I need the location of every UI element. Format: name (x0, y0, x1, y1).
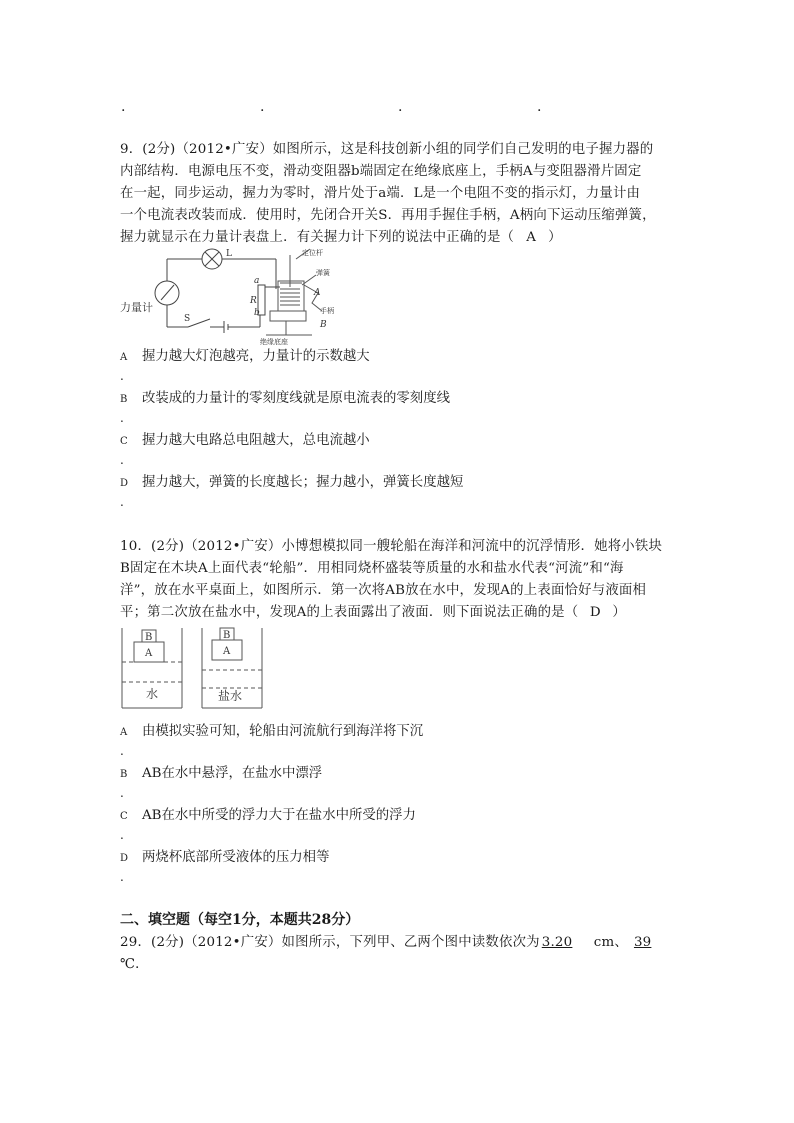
option-text: 握力越大，弹簧的长度越长；握力越小，弹簧长度越短 (142, 475, 464, 490)
q10-option-d[interactable] (120, 849, 329, 868)
answer-mark: A (526, 230, 537, 245)
stem-line: 9．(2分)（2012•广安）如图所示，这是科技创新小组的同学们自己发明的电子握力器的 (120, 142, 654, 157)
stem-line: 内部结构．电源电压不变，滑动变阻器b端固定在绝缘底座上，手柄A与变阻器滑片固定 (120, 164, 642, 179)
option-letter: D (120, 478, 129, 489)
top-dot: . (121, 99, 126, 115)
label-A: A (314, 288, 321, 298)
right-block-B-label: B (223, 630, 231, 641)
left-block-A-label: A (145, 648, 153, 659)
label-b: b (254, 308, 260, 318)
option-letter: C (120, 811, 128, 822)
option-letter: B (120, 394, 128, 405)
option-dot: . (120, 828, 124, 842)
right-liquid-label: 盐水 (218, 689, 243, 703)
stem-text: ） (548, 230, 562, 245)
option-dot: . (120, 411, 124, 425)
beakers-figure (120, 624, 270, 710)
option-dot: . (120, 495, 124, 509)
top-dot: . (398, 99, 403, 115)
question-29-stem (120, 932, 680, 976)
left-liquid-label: 水 (146, 687, 159, 701)
option-letter: A (120, 727, 128, 738)
bulb-L-icon (202, 249, 222, 269)
stem-text: 平；第二次放在盐水中，发现A的上表面露出了液面．则下面说法正确的是（ (120, 605, 579, 620)
option-text: 两烧杯底部所受液体的压力相等 (142, 850, 330, 865)
question-9-stem (120, 139, 680, 249)
q10-option-a[interactable] (120, 723, 423, 742)
option-dot: . (120, 453, 124, 467)
label-B: B (320, 320, 327, 330)
option-dot: . (120, 744, 124, 758)
label-R: R (250, 296, 257, 306)
top-dot: . (537, 99, 542, 115)
option-letter: A (120, 352, 128, 363)
label-handle: 手柄 (320, 307, 334, 315)
q9-option-d[interactable] (120, 474, 463, 493)
top-dot: . (260, 99, 265, 115)
label-a: a (254, 276, 260, 286)
option-dot: . (120, 369, 124, 383)
option-text: 改装成的力量计的零刻度线就是原电流表的零刻度线 (142, 391, 450, 406)
option-text: AB在水中所受的浮力大于在盐水中所受的浮力 (142, 808, 416, 823)
label-spring: 弹簧 (316, 269, 330, 277)
label-L: L (226, 249, 232, 259)
option-letter: D (120, 853, 129, 864)
q10-option-b[interactable] (120, 765, 322, 784)
answer-blank-1: 3.20 (541, 935, 573, 950)
force-meter-icon (155, 281, 179, 305)
stem-text: 29．(2分)（2012•广安）如图所示，下列甲、乙两个图中读数依次为 (120, 935, 540, 950)
q9-option-b[interactable] (120, 390, 450, 409)
option-text: 握力越大电路总电阻越大，总电流越小 (142, 433, 370, 448)
label-base: 绝缘底座 (260, 338, 288, 345)
stem-line: 一个电流表改装而成．使用时，先闭合开关S．再用手握住手柄，A柄向下运动压缩弹簧， (120, 208, 656, 223)
right-block-A-label: A (223, 646, 231, 657)
answer-blank-2: 39 (633, 935, 652, 950)
option-text: AB在水中悬浮，在盐水中漂浮 (142, 766, 323, 781)
label-position-rod: 定位杆 (302, 249, 323, 257)
answer-mark: D (589, 605, 601, 620)
q9-option-c[interactable] (120, 432, 370, 451)
stem-line: 10．(2分)（2012•广安）小博想模拟同一艘轮船在海洋和河流中的沉浮情形．她将小铁块 (120, 539, 663, 554)
option-letter: C (120, 436, 128, 447)
unit-text: cm、 (593, 935, 628, 950)
option-dot: . (120, 870, 124, 884)
option-letter: B (120, 769, 128, 780)
stem-line-last (120, 602, 680, 624)
stem-line: 在一起，同步运动，握力为零时，滑片处于a端．L是一个电阻不变的指示灯，力量计由 (120, 186, 641, 201)
stem-line: 洋”，放在水平桌面上，如图所示．第一次将AB放在水中，发现A的上表面恰好与液面相 (120, 583, 647, 598)
grip-meter-circuit-figure (120, 245, 350, 345)
label-S: S (184, 314, 191, 324)
q10-option-c[interactable] (120, 807, 416, 826)
left-block-B-label: B (145, 632, 153, 643)
section-title: 二、填空题（每空1分，本题共28分） (120, 912, 360, 928)
option-dot: . (120, 786, 124, 800)
question-10-stem (120, 536, 680, 624)
option-text: 由模拟实验可知，轮船由河流航行到海洋将下沉 (142, 724, 424, 739)
label-force-meter: 力量计 (120, 301, 153, 314)
option-text: 握力越大灯泡越亮，力量计的示数越大 (142, 349, 370, 364)
unit-text: ℃． (120, 957, 149, 972)
q9-option-a[interactable] (120, 348, 370, 367)
stem-text: 握力就显示在力量计表盘上．有关握力计下列的说法中正确的是（ (120, 230, 515, 245)
stem-text: ） (612, 605, 626, 620)
stem-line: B固定在木块A上面代表“轮船”．用相同烧杯盛装等质量的水和盐水代表“河流”和“海 (120, 561, 624, 576)
top-dots-row (0, 100, 794, 114)
